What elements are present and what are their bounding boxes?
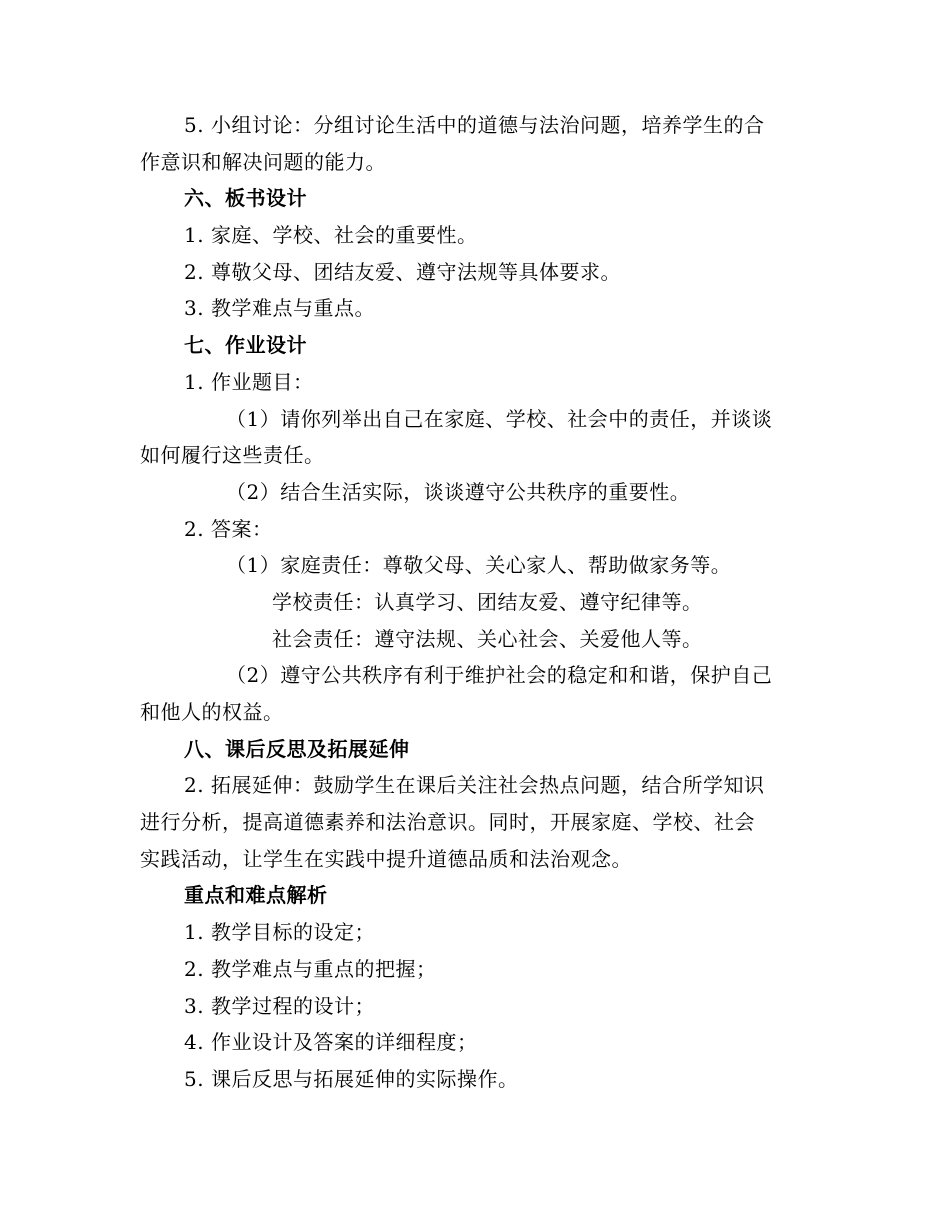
list-item: 1. 教学目标的设定； <box>184 920 375 945</box>
list-item: 3. 教学过程的设计； <box>184 993 375 1018</box>
paragraph-line: 2. 拓展延伸：鼓励学生在课后关注社会热点问题，结合所学知识 <box>184 773 765 798</box>
section-heading: 八、课后反思及拓展延伸 <box>184 736 410 761</box>
section-heading: 七、作业设计 <box>184 333 307 358</box>
list-item: 1. 家庭、学校、社会的重要性。 <box>184 223 478 248</box>
paragraph-line: （2）结合生活实际，谈谈遵守公共秩序的重要性。 <box>226 479 691 504</box>
section-heading: 六、板书设计 <box>184 186 307 211</box>
paragraph-line: 进行分析，提高道德素养和法治意识。同时，开展家庭、学校、社会 <box>140 810 755 835</box>
paragraph-line: 社会责任：遵守法规、关心社会、关爱他人等。 <box>272 626 703 651</box>
list-item: 2. 答案： <box>184 516 273 541</box>
list-item: 2. 尊敬父母、团结友爱、遵守法规等具体要求。 <box>184 259 621 284</box>
paragraph-line: 作意识和解决问题的能力。 <box>140 149 386 174</box>
paragraph-line: 5. 小组讨论：分组讨论生活中的道德与法治问题，培养学生的合 <box>184 113 765 137</box>
section-heading: 重点和难点解析 <box>184 883 328 908</box>
list-item: 4. 作业设计及答案的详细程度； <box>184 1030 478 1055</box>
paragraph-line: （2）遵守公共秩序有利于维护社会的稳定和和谐，保护自己 <box>226 663 773 688</box>
paragraph-line: 实践活动，让学生在实践中提升道德品质和法治观念。 <box>140 846 632 871</box>
paragraph-line: （1）请你列举出自己在家庭、学校、社会中的责任，并谈谈 <box>226 406 773 431</box>
paragraph-line: （1）家庭责任：尊敬父母、关心家人、帮助做家务等。 <box>226 553 732 578</box>
paragraph-line: 如何履行这些责任。 <box>140 443 325 468</box>
list-item: 2. 教学难点与重点的把握； <box>184 956 437 981</box>
paragraph-line: 学校责任：认真学习、团结友爱、遵守纪律等。 <box>272 589 703 614</box>
list-item: 1. 作业题目： <box>184 369 314 394</box>
list-item: 3. 教学难点与重点。 <box>184 296 375 321</box>
list-item: 5. 课后反思与拓展延伸的实际操作。 <box>184 1066 519 1091</box>
paragraph-line: 和他人的权益。 <box>140 700 284 724</box>
document-page <box>140 107 810 1098</box>
